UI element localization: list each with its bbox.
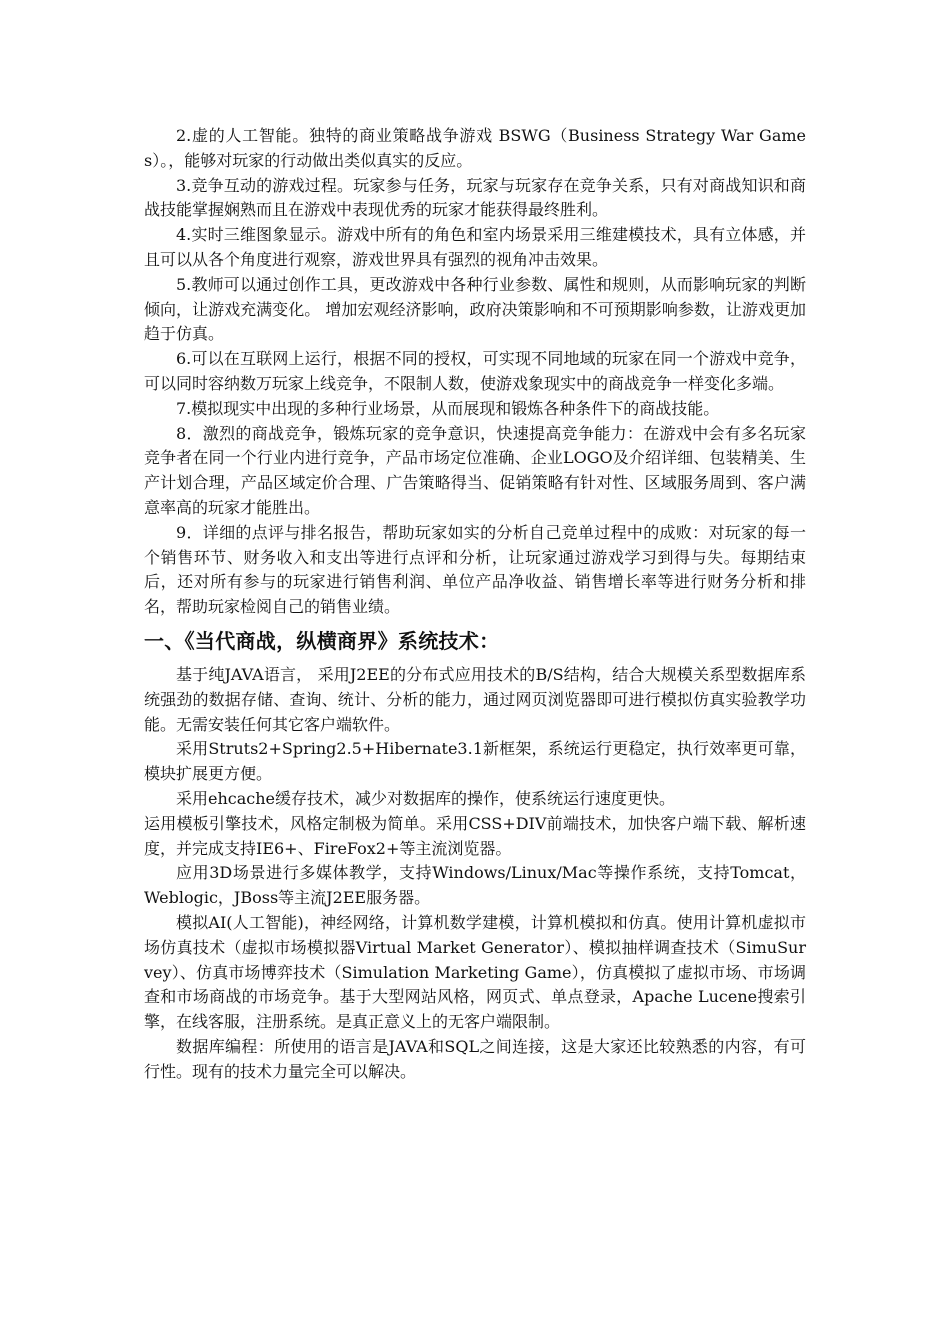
tech-paragraph-java: 基于纯JAVA语言， 采用J2EE的分布式应用技术的B/S结构，结合大规模关系型数据库系统强劲的数据存储、查询、统计、分析的能力，通过网页浏览器即可进行模拟仿真实验教学功能。无需安装任何其它客户端软件。 <box>144 664 806 734</box>
feature-paragraph-8: 8．激烈的商战竞争，锻炼玩家的竞争意识，快速提高竞争能力：在游戏中会有多名玩家竞争者在同一个行业内进行竞争，产品市场定位准确、企业LOGO及介绍详细、包装精美、生产计划合理，产品区域定价合理、广告策略得当、促销策略有针对性、区域服务周到、客户满意率高的玩家才能胜出。 <box>144 423 806 517</box>
feature-paragraph-6: 6.可以在互联网上运行，根据不同的授权，可实现不同地域的玩家在同一个游戏中竞争，可以同时容纳数万玩家上线竞争，不限制人数，使游戏象现实中的商战竞争一样变化多端。 <box>144 349 806 393</box>
feature-paragraph-4: 4.实时三维图象显示。游戏中所有的角色和室内场景采用三维建模技术，具有立体感，并且可以从各个角度进行观察，游戏世界具有强烈的视角冲击效果。 <box>144 225 806 269</box>
tech-paragraph-template-engine: 运用模板引擎技术，风格定制极为简单。采用CSS+DIV前端技术，加快客户端下载、解析速度，并完成支持IE6+、FireFox2+等主流浏览器。 <box>144 813 806 858</box>
tech-paragraph-framework: 采用Struts2+Spring2.5+Hibernate3.1新框架，系统运行更稳定，执行效率更可靠，模块扩展更方便。 <box>144 739 806 784</box>
section-heading: 一、《当代商战，纵横商界》系统技术： <box>144 628 500 653</box>
tech-paragraph-database: 数据库编程：所使用的语言是JAVA和SQL之间连接，这是大家还比较熟悉的内容，有可行性。现有的技术力量完全可以解决。 <box>144 1036 806 1081</box>
feature-paragraph-9: 9．详细的点评与排名报告，帮助玩家如实的分析自己竞单过程中的成败：对玩家的每一个销售环节、财务收入和支出等进行点评和分析，让玩家通过游戏学习到得与失。每期结束后，还对所有参与的玩家进行销售利润、单位产品净收益、销售增长率等进行财务分析和排名，帮助玩家检阅自己的销售业绩。 <box>144 522 806 617</box>
tech-paragraph-ehcache: 采用ehcache缓存技术，减少对数据库的操作，使系统运行速度更快。 <box>176 788 676 808</box>
feature-paragraph-2: 2.虚的人工智能。独特的商业策略战争游戏 BSWG（Business Strategy War Games）。，能够对玩家的行动做出类似真实的反应。 <box>144 126 806 170</box>
tech-paragraph-3d: 应用3D场景进行多媒体教学，支持Windows/Linux/Mac等操作系统，支持Tomcat，Weblogic，JBoss等主流J2EE服务器。 <box>144 863 806 908</box>
feature-paragraph-7: 7.模拟现实中出现的多种行业场景，从而展现和锻炼各种条件下的商战技能。 <box>176 398 720 418</box>
feature-paragraph-3: 3.竞争互动的游戏过程。玩家参与任务，玩家与玩家存在竞争关系，只有对商战知识和商战技能掌握娴熟而且在游戏中表现优秀的玩家才能获得最终胜利。 <box>144 175 806 220</box>
tech-paragraph-ai: 模拟AI(人工智能)，神经网络，计算机数学建模，计算机模拟和仿真。使用计算机虚拟市场仿真技术（虚拟市场模拟器Virtual Market Generator）、模拟抽样调查技术（SimuSurvey）、仿真市场博弈技术（Simulation Marketing Game），仿真模拟了虚拟市场、市场调查和市场商战的市场竞争。基于大型网站风格，网页式、单点登录，Apache Lucene搜索引擎，在线客服，注册系统。是真正意义上的无客户端限制。 <box>144 912 806 1032</box>
feature-paragraph-5: 5.教师可以通过创作工具，更改游戏中各种行业参数、属性和规则，从而影响玩家的判断倾向，让游戏充满变化。 增加宏观经济影响，政府决策影响和不可预期影响参数，让游戏更加趋于仿真。 <box>144 274 806 344</box>
document-body <box>144 124 806 1084</box>
